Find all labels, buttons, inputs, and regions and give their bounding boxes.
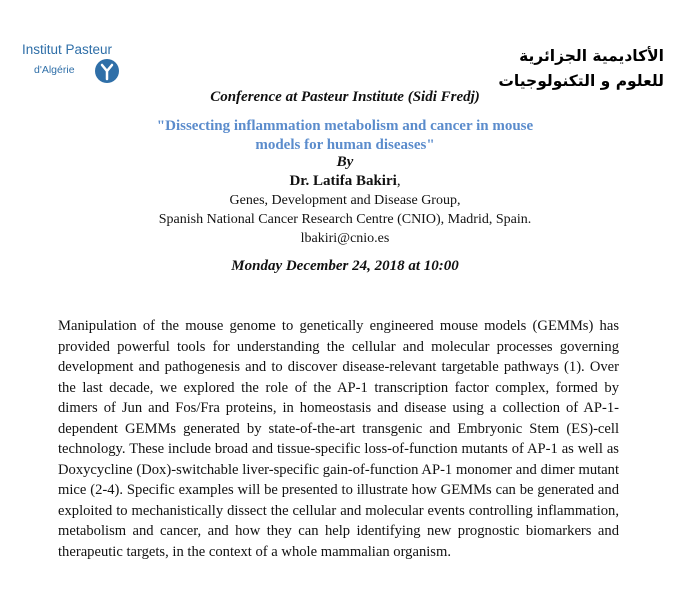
institute-name: Institut Pasteur bbox=[22, 42, 113, 57]
speaker-name: Dr. Latifa Bakiri bbox=[289, 173, 397, 189]
speaker-line bbox=[0, 173, 690, 190]
speaker-suffix: , bbox=[396, 173, 401, 189]
by-label: By bbox=[336, 154, 354, 170]
academy-line-1: الأكاديمية الجزائرية bbox=[519, 47, 664, 65]
affiliation-line-1: Genes, Development and Disease Group, bbox=[229, 193, 461, 208]
event-date: Monday December 24, 2018 at 10:00 bbox=[231, 258, 459, 274]
talk-title-line-1: "Dissecting inflammation metabolism and cancer in mouse bbox=[156, 118, 534, 134]
talk-title-line-2: models for human diseases" bbox=[255, 137, 435, 153]
academy-line-2: للعلوم و التكنولوجيات bbox=[498, 72, 664, 90]
affiliation-line-2: Spanish National Cancer Research Centre (CNIO), Madrid, Spain. bbox=[158, 212, 532, 227]
institute-subname: d'Algérie bbox=[34, 64, 75, 76]
abstract-paragraph: Manipulation of the mouse genome to genetically engineered mouse models (GEMMs) has provided powerful tools for understanding the cellular and molecular processes governing development and pathogenesis and to discover disease-relevant targetable pathways (1). Over the last decade, we explored the role of the AP-1 transcription factor complex, formed by dimers of Jun and Fos/Fra proteins, in homeostasis and disease using a collection of AP-1-dependent GEMMs generated by state-of-the-art transgenic and Embryonic Stem (ES)-cell technology. These include broad and tissue-specific loss-of-function mutants of AP-1 as well as Doxycycline (Dox)-switchable liver-specific gain-of-function AP-1 monomer and dimer mutant mice (2-4). Specific examples will be presented to illustrate how GEMMs can be generated and exploited to mechanistically dissect the cellular and molecular events controlling inflammation, metabolism and cancer, and how they can help identifying new prognostic biomarkers and therapeutic targets, in the context of a whole mammalian organism. bbox=[58, 318, 619, 560]
academy-logo-text bbox=[498, 44, 664, 94]
conference-heading: Conference at Pasteur Institute (Sidi Fredj) bbox=[210, 89, 480, 105]
institut-pasteur-logo bbox=[22, 42, 122, 88]
speaker-email: lbakiri@cnio.es bbox=[300, 231, 390, 246]
talk-title bbox=[0, 117, 690, 155]
pasteur-emblem-icon bbox=[94, 58, 120, 84]
affiliation-block bbox=[0, 191, 690, 248]
